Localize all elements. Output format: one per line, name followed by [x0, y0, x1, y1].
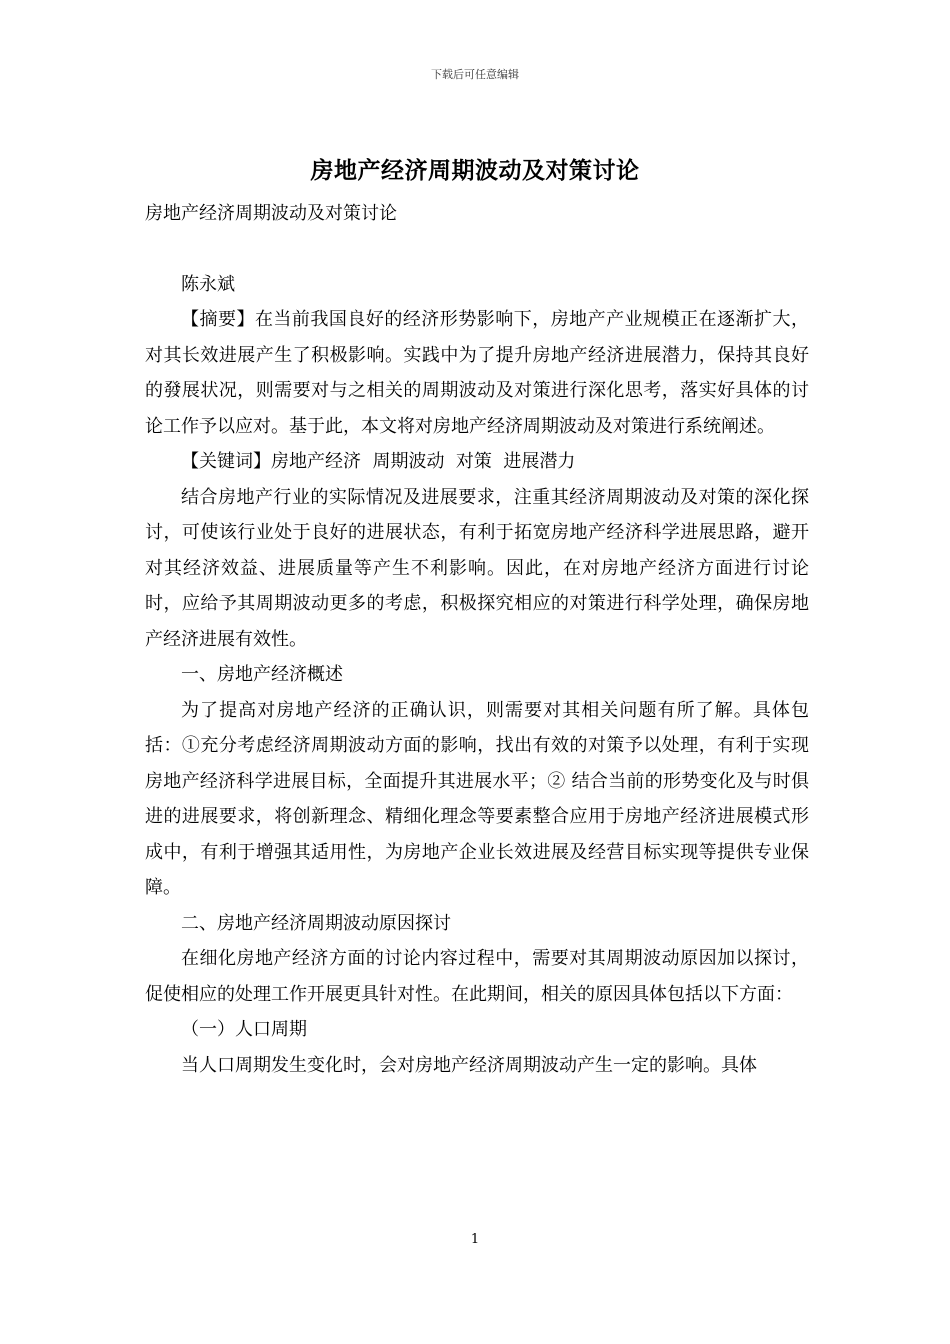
blank-line [145, 232, 809, 267]
section-1-heading: 一、房地产经济概述 [181, 664, 343, 685]
header-note: 下载后可任意编辑 [431, 68, 519, 81]
document-body [145, 196, 809, 1083]
section-2-paragraph: 在细化房地产经济方面的讨论内容过程中，需要对其周期波动原因加以探讨，促使相应的处理工作开展更具针对性。在此期间，相关的原因具体包括以下方面： [145, 948, 809, 1005]
subsection-1-heading: （一）人口周期 [181, 1019, 307, 1040]
intro-paragraph: 结合房地产行业的实际情况及进展要求，注重其经济周期波动及对策的深化探讨，可使该行业处于良好的进展状态，有利于拓宽房地产经济科学进展思路，避开对其经济效益、进展质量等产生不利影响。因此，在对房地产经济方面进行讨论时，应给予其周期波动更多的考虑，积极探究相应的对策进行科学处理，确保房地产经济进展有效性。 [145, 486, 809, 650]
section-2-heading: 二、房地产经济周期波动原因探讨 [181, 912, 451, 934]
document-title: 房地产经济周期波动及对策讨论 [310, 157, 640, 184]
document-subtitle: 房地产经济周期波动及对策讨论 [145, 203, 397, 224]
page-number: 1 [470, 1232, 480, 1247]
section-1-paragraph: 为了提高对房地产经济的正确认识，则需要对其相关问题有所了解。具体包括：①充分考虑经济周期波动方面的影响，找出有效的对策予以处理，有利于实现房地产经济科学进展目标，全面提升其进展水平；② 结合当前的形势变化及与时俱进的进展要求，将创新理念、精细化理念等要素整合应用于房地产经济进展模式形成中，有利于增强其适用性，为房地产企业长效进展及经营目标实现等提供专业保障。 [145, 699, 809, 898]
subsection-1-paragraph: 当人口周期发生变化时，会对房地产经济周期波动产生一定的影响。具体 [181, 1054, 757, 1076]
author-name: 陈永斌 [181, 273, 235, 295]
keywords-paragraph: 【关键词】房地产经济 周期波动 对策 进展潜力 [181, 451, 576, 472]
abstract-paragraph: 【摘要】在当前我国良好的经济形势影响下，房地产产业规模正在逐渐扩大，对其长效进展产生了积极影响。实践中为了提升房地产经济进展潜力，保持其良好的發展状况，则需要对与之相关的周期波动及对策进行深化思考，落实好具体的讨论工作予以应对。基于此，本文将对房地产经济周期波动及对策进行系统阐述。 [145, 309, 809, 437]
